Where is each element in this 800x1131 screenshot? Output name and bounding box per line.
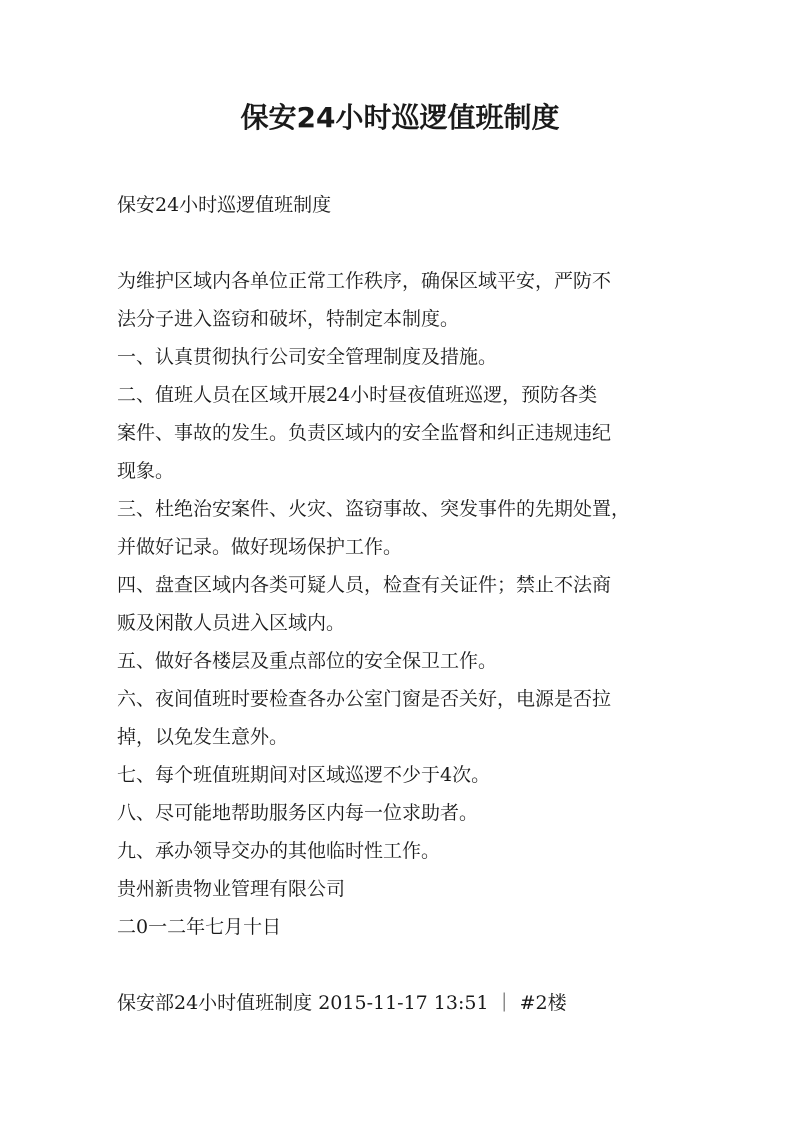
body-line: 一、认真贯彻执行公司安全管理制度及措施。 <box>117 346 498 368</box>
body-line: 贩及闲散人员进入区域内。 <box>117 612 346 634</box>
body-line: 四、盘查区域内各类可疑人员，检查有关证件；禁止不法商 <box>117 574 612 596</box>
document-date: 二0一二年七月十日 <box>117 916 282 938</box>
document-body <box>117 186 687 1022</box>
body-line: 三、杜绝治安案件、火灾、盗窃事故、突发事件的先期处置， <box>117 498 631 520</box>
body-line: 现象。 <box>117 460 175 482</box>
body-line: 七、每个班值班期间对区域巡逻不少于4次。 <box>117 764 491 786</box>
document-subtitle: 保安24小时巡逻值班制度 <box>117 194 332 216</box>
body-line: 掉，以免发生意外。 <box>117 726 289 748</box>
body-line: 法分子进入盗窃和破坏，特制定本制度。 <box>117 308 460 330</box>
document-footer: 保安部24小时值班制度 2015-11-17 13:51 ｜ #2楼 <box>117 992 567 1014</box>
body-line: 案件、事故的发生。负责区域内的安全监督和纠正违规违纪 <box>117 422 612 444</box>
body-line: 八、尽可能地帮助服务区内每一位求助者。 <box>117 802 479 824</box>
body-line: 并做好记录。做好现场保护工作。 <box>117 536 403 558</box>
paragraph-gap <box>117 946 687 984</box>
body-line: 九、承办领导交办的其他临时性工作。 <box>117 840 441 862</box>
body-line: 二、值班人员在区域开展24小时昼夜值班巡逻，预防各类 <box>117 384 598 406</box>
company-signature: 贵州新贵物业管理有限公司 <box>117 878 346 900</box>
body-line: 六、夜间值班时要检查各办公室门窗是否关好，电源是否拉 <box>117 688 612 710</box>
document-title: 保安24小时巡逻值班制度 <box>240 101 560 134</box>
body-line: 为维护区域内各单位正常工作秩序，确保区域平安，严防不 <box>117 270 612 292</box>
body-line: 五、做好各楼层及重点部位的安全保卫工作。 <box>117 650 498 672</box>
paragraph-gap <box>117 224 687 262</box>
